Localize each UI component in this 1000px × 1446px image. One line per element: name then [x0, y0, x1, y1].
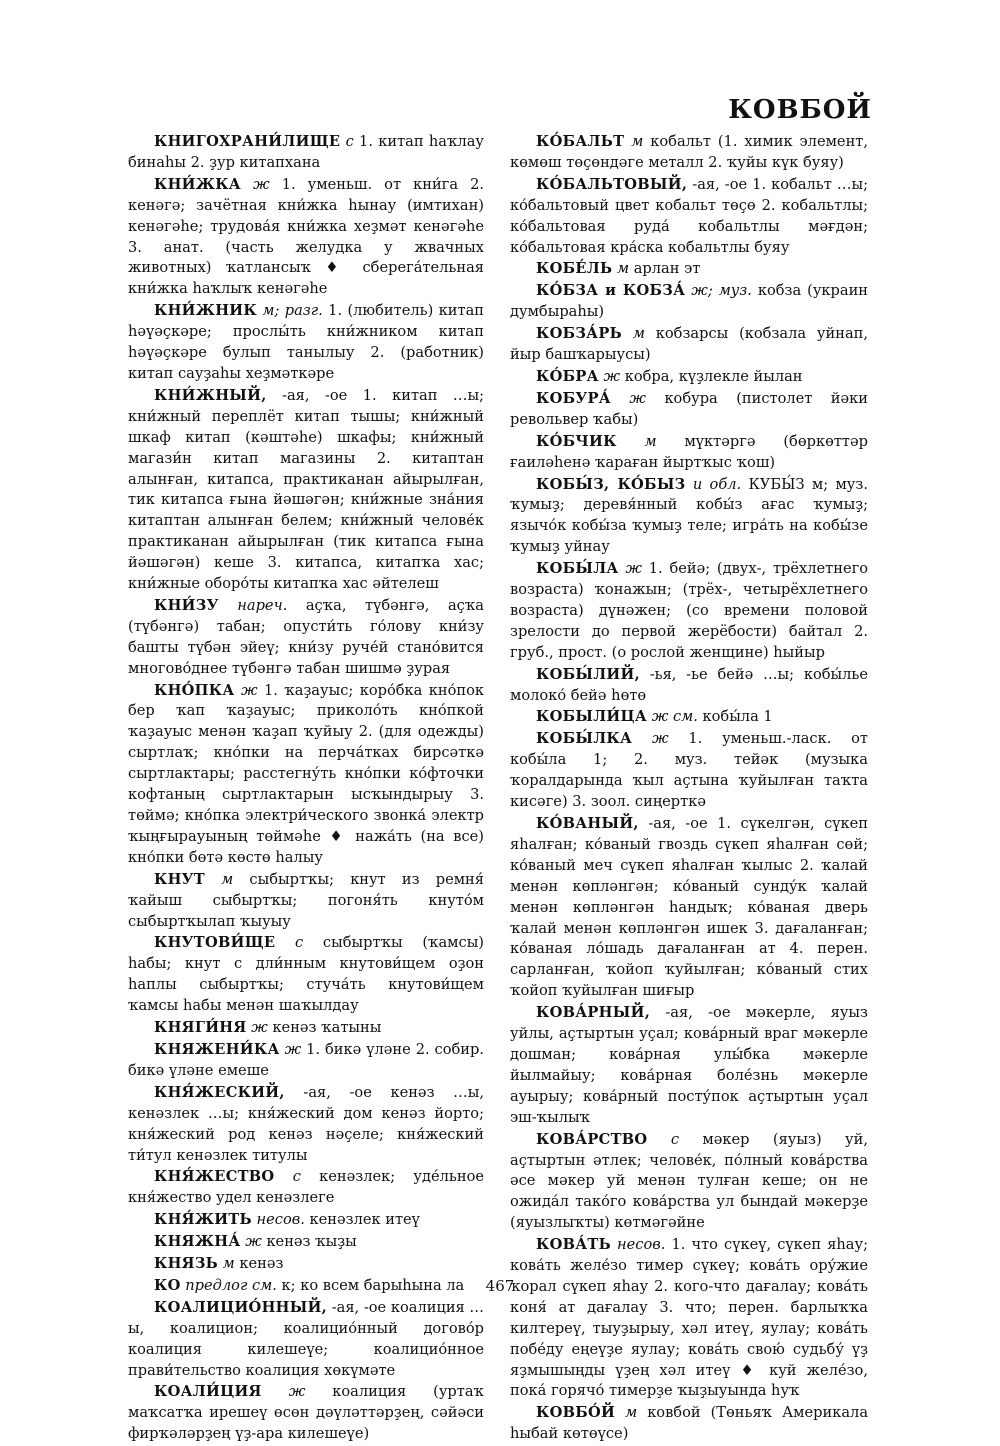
- dictionary-entry: [128, 596, 484, 680]
- entry-headword: КО́БАЛЬТ: [536, 133, 625, 150]
- entry-headword: КНЯГИ́НЯ: [154, 1019, 247, 1037]
- entry-headword: КО́БЧИК: [536, 432, 617, 450]
- entry-headword: КОВА́ТЬ: [536, 1236, 611, 1254]
- entry-grammar-label: ж: [629, 389, 646, 407]
- dictionary-entry: [510, 1003, 868, 1128]
- entry-definition: сыбыртҡы (ҡамсы) һабы; кнут с дли́нным кнутови́щем оҙон һаплы сыбыртҡы; стуча́ть кнутови́щем ҡамсы һабы менән шаҡылдау: [128, 934, 485, 1015]
- entry-grammar-label: ж: [245, 1233, 262, 1251]
- entry-grammar-label: ж: [284, 1040, 302, 1058]
- entry-definition: кенәзлек итеү: [309, 1211, 420, 1229]
- dictionary-entry: [510, 729, 868, 813]
- entry-headword: КНЯЗЬ: [154, 1255, 219, 1273]
- dictionary-entry: [510, 324, 868, 366]
- entry-grammar-label: ж: [251, 1019, 268, 1037]
- entry-grammar-label: несов.: [256, 1211, 305, 1229]
- entry-headword: КО́БРА: [536, 367, 599, 385]
- entry-headword: КОБЕ́ЛЬ: [536, 260, 613, 278]
- entry-grammar-label: ж: [651, 730, 669, 748]
- dictionary-entry: [128, 1040, 484, 1082]
- entry-definition: 1. уменьш.-ласк. от кобы́ла 1; 2. муз. тейәк (музыка ҡоралдарында ҡыл аҫтына ҡуйылған таҡта кисәге) 3. зоол. сиңерткә: [510, 730, 869, 811]
- dictionary-entry: [128, 870, 484, 933]
- dictionary-entry: [510, 475, 868, 559]
- dictionary-entry: [128, 132, 484, 174]
- entry-grammar-label: ж см.: [651, 708, 698, 726]
- entry-headword: КНЯЖЕНИ́КА: [154, 1040, 280, 1058]
- entry-headword: КО́БЗА и КОБЗА́: [536, 282, 686, 300]
- entry-grammar-label: ж; муз.: [691, 282, 752, 300]
- entry-headword: КОБЫ́ЛА: [536, 560, 619, 578]
- entry-headword: КОВБО́Й: [536, 1404, 616, 1422]
- dictionary-entry: [510, 432, 868, 474]
- entry-definition: -ая, -ое мәкерле, яуыз уйлы, аҫтыртын уҫал; кова́рный враг мәкерле дошман; кова́рная улы́бка мәкерле йылмайыу; кова́рная боле́знь мәкерле ауырыу; кова́рный посту́пок аҫтыртын уҫал эш-ҡылыҡ: [510, 1004, 869, 1126]
- entry-headword: КНЯ́ЖЕСТВО: [154, 1168, 275, 1186]
- dictionary-entry: [128, 301, 484, 385]
- entry-definition: -ая, -ое кенәз …ы, кенәзлек …ы; кня́жеский дом кенәз йорто; кня́жеский род кенәз нәҫеле; кня́жеский ти́тул кенәзлек титулы: [128, 1083, 484, 1164]
- entry-grammar-label: ж: [240, 681, 258, 699]
- dictionary-entry: [128, 1298, 484, 1382]
- entry-definition: кенәз: [239, 1255, 284, 1273]
- entry-grammar-label: м: [616, 260, 630, 278]
- dictionary-entry: [128, 386, 484, 595]
- entry-grammar-label: ж: [253, 175, 270, 193]
- entry-headword: КНУТОВИ́ЩЕ: [154, 934, 276, 952]
- entry-definition: коалиция (уртаҡ маҡсатҡа ирешеү өсөн дәүләттәрҙең, сәйәси фирҡәләрҙең үҙ-ара килешеүе): [128, 1383, 485, 1443]
- dictionary-entry: [510, 175, 868, 259]
- entry-definition: мүктәргә (бөркөттәр ғаиләһенә ҡараған йыртҡыс ҡош): [510, 432, 868, 471]
- entry-headword: КНИ́ЖНИК: [154, 302, 257, 320]
- entry-grammar-label: с: [295, 934, 304, 952]
- entry-grammar-label: и обл.: [692, 475, 742, 493]
- dictionary-entry: [510, 281, 868, 323]
- entry-headword: КОБЫ́З, КО́БЫЗ: [536, 475, 686, 493]
- entry-headword: КОАЛИЦИО́ННЫЙ,: [154, 1298, 328, 1316]
- dictionary-entry: [510, 389, 868, 431]
- entry-grammar-label: м: [632, 325, 645, 343]
- entry-headword: КОАЛИ́ЦИЯ: [154, 1383, 262, 1401]
- entry-definition: кенәз ҡатыны: [272, 1019, 382, 1037]
- entry-definition: аҫҡа, түбәнгә, аҫҡа (түбәнгә) табан; опусти́ть го́лову кни́зу башты түбән эйеү; кни́зу руче́й стано́вится многово́днее түбәнгә табан шишмә ҙурая: [128, 596, 485, 677]
- right-column: [510, 132, 868, 1446]
- entry-definition: 1. бейә; (двух-, трёхлетнего возраста) ҡонажын; (трёх-, четырёхлетнего возраста) дүнәжен; (со времени половой зрелости до первой жерёбости) байтал 2. груб., прост. (о рослой женщине) һыйыр: [510, 560, 869, 661]
- entry-headword: КОБЫ́ЛКА: [536, 730, 633, 748]
- entry-definition: 1. китап һаҡлау бинаһы 2. ҙур китапхана: [128, 133, 484, 171]
- entry-grammar-label: м: [625, 1404, 638, 1422]
- entry-headword: КНИ́ЖНЫЙ,: [154, 386, 267, 404]
- entry-definition: -ая, -ое 1. сүкелгән, сүкеп яһалған; ко́ваный гвоздь сүкеп яһалған сөй; ко́ваный меч сүкеп яһалған ҡылыс 2. ҡалай менән көпләнгән; ко́ваный сунду́к ҡалай менән көпләнгән һандыҡ; ко́ваная дверь ҡалай менән көпләнгән ишек 3. дағаланған; ко́ваная ло́шадь дағаланған ат 4. перен. сарланған, ҡойоп ҡуйылған; ко́ваный стих ҡойоп ҡуйылған шиғыр: [510, 815, 869, 1000]
- entry-definition: арлан эт: [633, 260, 701, 278]
- entry-definition: к; ко всем барыһына ла: [281, 1276, 465, 1294]
- entry-headword: КНЯЖНА́: [154, 1233, 241, 1251]
- entry-definition: -ая, -ое 1. кобальт …ы; ко́бальтовый цвет кобальт төҫө 2. кобальтлы; ко́бальтовая руда́ кобальтлы мәғдән; ко́бальтовая кра́ска кобальтлы буяу: [510, 175, 868, 256]
- entry-definition: 1. ҡаҙауыс; коро́бка кно́пок бер ҡап ҡаҙауыс; приколо́ть кно́пкой ҡаҙауыс менән ҡаҙап ҡуйыу 2. (для одежды) сыртлаҡ; кно́пки на перча́тках бирсәткә сыртлактары; расстегну́ть кно́пки ко́фточки кофтаның сыртлактарын ысҡындырыу 3. төймә; кно́пка электри́ческого звонка́ электр ҡыңғырауының төймәһе ♦ нажа́ть (на все) кно́пки бөтә көстө һалыу: [128, 681, 485, 866]
- entry-grammar-label: ж: [288, 1383, 306, 1401]
- entry-definition: кенәзлек; уде́льное кня́жество удел кенәзлеге: [128, 1168, 485, 1207]
- entry-definition: сыбыртҡы; кнут из ремня́ ҡайыш сыбыртҡы; погоня́ть кнуто́м сыбыртҡылап ҡыуыу: [128, 870, 484, 930]
- entry-definition: -ая, -ое коалиция …ы, коалицион; коалицио́нный догово́р коалиция килешеүе; коалицио́нное прави́тельство коалиция хөкүмәте: [128, 1298, 485, 1379]
- entry-grammar-label: ж: [603, 367, 621, 385]
- page-number: 467: [485, 1277, 515, 1295]
- entry-definition: кобзарсы (кобзала уйнап, йыр башҡарыусы): [510, 325, 869, 364]
- entry-definition: КУБЫ́З м; муз. ҡумыҙ; деревя́нный кобы́з ағас ҡумыҙ; язычо́к кобы́за ҡумыҙ теле; игра́ть на кобы́зе ҡумыҙ уйнау: [510, 475, 868, 556]
- dictionary-entry: [128, 175, 484, 300]
- entry-headword: КНЯ́ЖИТЬ: [154, 1211, 252, 1229]
- entry-headword: КОБЗА́РЬ: [536, 325, 622, 343]
- dictionary-entry: [128, 1382, 484, 1445]
- entry-definition: 1. что сүкеү, сүкеп яһау; кова́ть желе́зо тимер сүкеү; кова́ть ору́жие ҡорал сүкеп яһау 2. кого-что дағалау; кова́ть коня́ ат дағалау 3. что; перен. барлыҡҡа килтереү, тыуҙырыу, хәл итеү, яулау; кова́ть побе́ду еңеүҙе яулау; кова́ть свою́ судьбу́ үҙ яҙмышыңды үҙең хәл итеү ♦ куй желе́зо, пока́ горячо́ тимерҙе ҡыҙыуында һуҡ: [510, 1236, 869, 1400]
- dictionary-entry: [128, 681, 484, 869]
- entry-definition: кобра, күҙлекле йылан: [624, 367, 803, 385]
- entry-grammar-label: м; разг.: [262, 302, 323, 320]
- entry-headword: КОВА́РСТВО: [536, 1130, 648, 1148]
- entry-headword: КО: [154, 1276, 181, 1294]
- entry-definition: мәкер (яуыз) уй, аҫтыртын әтлек; челове́к, по́лный кова́рства әсе мәкер уй менән тулған кеше; он не ожида́л тако́го кова́рства ул бындай мәкерҙе (яуызлыҡты) көтмәгәйне: [510, 1130, 869, 1232]
- dictionary-entry: [510, 132, 868, 174]
- dictionary-entry: [128, 1083, 484, 1167]
- dictionary-entry: [510, 1235, 868, 1402]
- entry-grammar-label: м: [221, 870, 234, 888]
- entry-headword: КНЯ́ЖЕСКИЙ,: [154, 1083, 285, 1101]
- dictionary-entry: [128, 1210, 484, 1231]
- dictionary-entry: [510, 1403, 868, 1445]
- entry-grammar-label: нареч.: [237, 596, 288, 614]
- entry-grammar-label: несов.: [617, 1236, 666, 1254]
- dictionary-entry: [510, 1130, 868, 1235]
- entry-headword: КО́ВАНЫЙ,: [536, 815, 639, 832]
- entry-definition: 1. уменьш. от кни́га 2. кенәгә; зачётная кни́жка һынау (имтихан) кенәгәһе; трудова́я кни́жка хеҙмәт кенәгәһе 3. анат. (часть желудка у жвачных животных) ҡатлансыҡ ♦ сберега́тельная кни́жка һаҡлыҡ кенәгәһе: [128, 175, 485, 298]
- entry-grammar-label: м: [644, 432, 657, 450]
- dictionary-entry: [128, 1018, 484, 1039]
- entry-grammar-label: предлог см.: [185, 1276, 277, 1294]
- entry-headword: КНИГОХРАНИ́ЛИЩЕ: [154, 133, 341, 150]
- entry-definition: -ая, -ое 1. китап …ы; кни́жный переплёт китап тышы; кни́жный шкаф китап (кәштәһе) шкафы; кни́жный магази́н китап магазины 2. китаптан алынған, китапса, практиканан айырылған, тик китапса ғына йәшәгән; кни́жные зна́ния китаптан алынған белем; кни́жный челове́к практиканан айырылған (тик китапса ғына йәшәгән) кеше 3. китапса, китапҡа хас; кни́жные оборо́ты китапҡа хас әйтелеш: [128, 386, 484, 593]
- entry-headword: КНУТ: [154, 870, 205, 888]
- dictionary-entry: [128, 1167, 484, 1209]
- entry-headword: КНИ́ЗУ: [154, 596, 219, 614]
- entry-grammar-label: ж: [625, 560, 642, 578]
- entry-definition: 1. (любитель) китап һәүәҫкәре; прослы́ть кни́жником китап һәүәҫкәре булып танылыу 2. (работник) китап сауҙаһы хеҙмәткәре: [128, 302, 484, 382]
- entry-grammar-label: м: [222, 1255, 235, 1273]
- left-column: [128, 132, 484, 1446]
- dictionary-entry: [128, 1232, 484, 1253]
- entry-headword: КОБУРА́: [536, 389, 611, 407]
- entry-grammar-label: с: [292, 1168, 301, 1186]
- dictionary-entry: [510, 259, 868, 280]
- entry-definition: кобура (пистолет йәки револьвер ҡабы): [510, 389, 868, 428]
- entry-definition: кобза (украин думбыраһы): [510, 282, 869, 321]
- entry-definition: кобальт (1. химик элемент, көмөш төҫөндәге металл 2. ҡуйы күк буяу): [510, 133, 869, 171]
- entry-headword: КОВА́РНЫЙ,: [536, 1004, 651, 1022]
- dictionary-entry: [510, 367, 868, 388]
- entry-headword: КОБЫ́ЛИЙ,: [536, 665, 640, 683]
- dictionary-entry: [510, 665, 868, 707]
- entry-definition: кобы́ла 1: [702, 708, 773, 726]
- dictionary-entry: [510, 707, 868, 728]
- running-header: КОВБОЙ: [728, 95, 872, 125]
- entry-headword: КНИ́ЖКА: [154, 175, 241, 193]
- entry-headword: КОБЫЛИ́ЦА: [536, 708, 648, 726]
- entry-definition: кенәз ҡыҙы: [266, 1233, 357, 1251]
- entry-definition: -ья, -ье бейә …ы; кобы́лье молоко́ бейә һөтө: [510, 665, 868, 704]
- entry-grammar-label: с: [670, 1130, 679, 1148]
- dictionary-entry: [510, 559, 868, 664]
- dictionary-entry: [128, 933, 484, 1017]
- entry-grammar-label: м: [631, 133, 644, 150]
- entry-headword: КНО́ПКА: [154, 681, 235, 699]
- entry-definition: 1. бикә үләне 2. собир. бикә үләне емеше: [128, 1040, 485, 1079]
- dictionary-entry: [128, 1254, 484, 1275]
- entry-grammar-label: с: [345, 133, 354, 150]
- entry-headword: КО́БАЛЬТОВЫЙ,: [536, 175, 688, 193]
- dictionary-entry: [510, 814, 868, 1002]
- entry-definition: ковбой (Төньяҡ Америкала һыбай көтөүсе): [510, 1404, 869, 1443]
